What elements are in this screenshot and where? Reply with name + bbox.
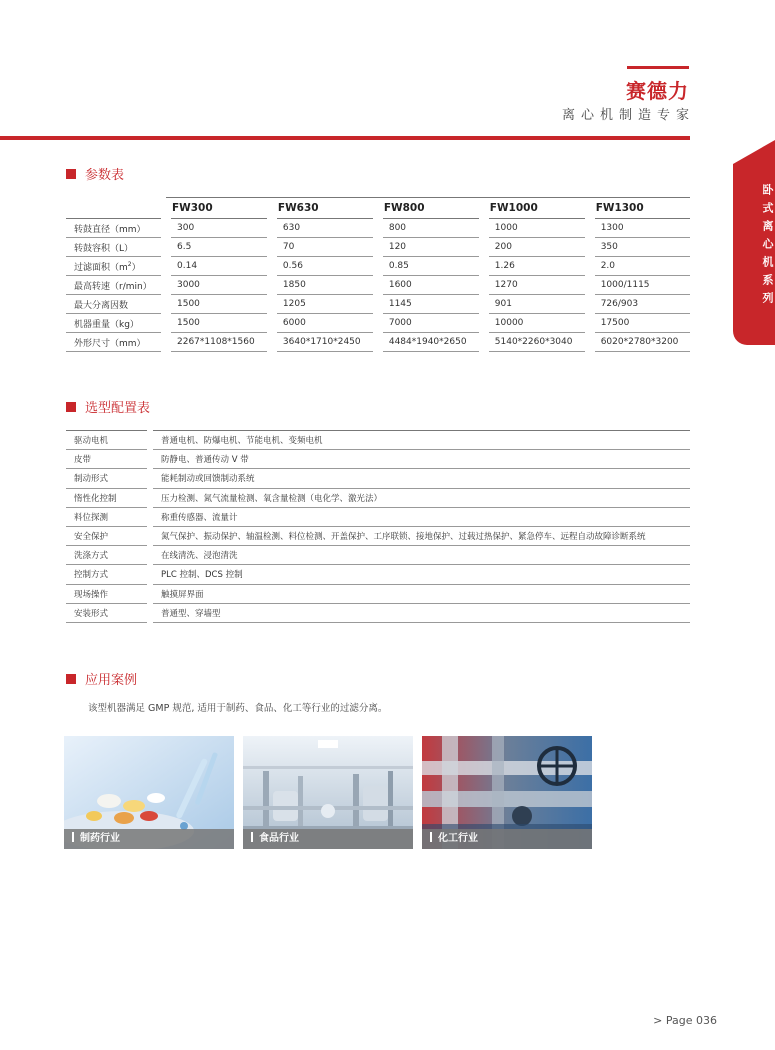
- config-row-label: 安全保护: [66, 526, 150, 545]
- table-row: [66, 546, 690, 565]
- spec-cell: 0.56: [272, 257, 378, 276]
- config-row-value: 在线清洗、浸泡清洗: [150, 546, 690, 565]
- spec-cell: 0.85: [378, 257, 484, 276]
- brand-block: [561, 78, 695, 126]
- spec-row-label: 转鼓直径（mm）: [66, 219, 166, 238]
- table-row: [66, 238, 690, 257]
- spec-cell: 7000: [378, 314, 484, 333]
- spec-cell: 1600: [378, 276, 484, 295]
- label-bar-icon: [430, 832, 432, 842]
- table-row: [66, 469, 690, 488]
- spec-col-fw630: FW630: [272, 198, 378, 219]
- table-row: [66, 526, 690, 545]
- table-row: [66, 314, 690, 333]
- config-row-label: 料位探测: [66, 507, 150, 526]
- page-number: > Page 036: [653, 1014, 717, 1027]
- spec-cell: 2.0: [590, 257, 690, 276]
- case-card-food: [243, 736, 413, 849]
- spec-row-label: 机器重量（kg）: [66, 314, 166, 333]
- config-row-value: 普通电机、防爆电机、节能电机、变频电机: [150, 431, 690, 450]
- spec-header-row: [66, 198, 690, 219]
- spec-cell: 1500: [166, 314, 272, 333]
- spec-cell: 10000: [484, 314, 590, 333]
- spec-cell: 3640*1710*2450: [272, 333, 378, 352]
- config-row-value: 普通型、穿墙型: [150, 603, 690, 622]
- config-row-value: 氮气保护、振动保护、轴温检测、料位检测、开盖保护、工序联锁、接地保护、过载过热保护、紧急停车、远程自动故障诊断系统: [150, 526, 690, 545]
- spec-col-fw1300: FW1300: [590, 198, 690, 219]
- spec-cell: 17500: [590, 314, 690, 333]
- cases-intro-text: 该型机器满足 GMP 规范, 适用于制药、食品、化工等行业的过滤分离。: [88, 703, 388, 714]
- spec-cell: 1145: [378, 295, 484, 314]
- spec-cell: 120: [378, 238, 484, 257]
- spec-cell: 200: [484, 238, 590, 257]
- spec-cell: 630: [272, 219, 378, 238]
- spec-col-fw1000: FW1000: [484, 198, 590, 219]
- spec-cell: 3000: [166, 276, 272, 295]
- spec-cell: 800: [378, 219, 484, 238]
- square-bullet-icon: [66, 674, 76, 684]
- table-row: [66, 584, 690, 603]
- spec-cell: 70: [272, 238, 378, 257]
- spec-cell: 300: [166, 219, 272, 238]
- spec-cell: 1000: [484, 219, 590, 238]
- config-row-label: 皮带: [66, 450, 150, 469]
- case-card-chemical: [422, 736, 592, 849]
- spec-row-label: 最高转速（r/min）: [66, 276, 166, 295]
- series-side-tab-label: 卧式离心机系列: [761, 184, 774, 310]
- spec-cell: 5140*2260*3040: [484, 333, 590, 352]
- config-row-value: 称重传感器、流量计: [150, 507, 690, 526]
- spec-cell: 6000: [272, 314, 378, 333]
- config-row-value: PLC 控制、DCS 控制: [150, 565, 690, 584]
- brand-slogan: 离心机制造专家: [561, 108, 695, 123]
- spec-cell: 6.5: [166, 238, 272, 257]
- config-row-label: 制动形式: [66, 469, 150, 488]
- spec-header-blank: [66, 198, 166, 219]
- table-row: [66, 507, 690, 526]
- spec-cell: 901: [484, 295, 590, 314]
- spec-row-label: 转鼓容积（L）: [66, 238, 166, 257]
- table-row: [66, 488, 690, 507]
- table-row: [66, 431, 690, 450]
- spec-row-label: 外形尺寸（mm）: [66, 333, 166, 352]
- brand-name: 赛德力: [626, 79, 689, 103]
- table-row: [66, 333, 690, 352]
- square-bullet-icon: [66, 402, 76, 412]
- spec-cell: 0.14: [166, 257, 272, 276]
- config-row-label: 控制方式: [66, 565, 150, 584]
- config-row-value: 压力检测、氮气流量检测、氧含量检测（电化学、激光法）: [150, 488, 690, 507]
- header-rule: [0, 136, 690, 140]
- config-row-value: 能耗制动或回馈制动系统: [150, 469, 690, 488]
- spec-cell: 1000/1115: [590, 276, 690, 295]
- spec-col-fw300: FW300: [166, 198, 272, 219]
- spec-cell: 1500: [166, 295, 272, 314]
- spec-cell: 1205: [272, 295, 378, 314]
- table-row: [66, 603, 690, 622]
- config-row-label: 惰性化控制: [66, 488, 150, 507]
- table-row: [66, 276, 690, 295]
- config-row-label: 安装形式: [66, 603, 150, 622]
- cases-section-title: 应用案例: [66, 669, 137, 688]
- spec-row-label: 过滤面积$(m^2)$: [66, 257, 166, 276]
- config-row-value: 防静电、普通传动 V 带: [150, 450, 690, 469]
- spec-cell: 1270: [484, 276, 590, 295]
- label-bar-icon: [72, 832, 74, 842]
- config-row-label: 驱动电机: [66, 431, 150, 450]
- table-row: [66, 257, 690, 276]
- spec-cell: 2267*1108*1560: [166, 333, 272, 352]
- series-side-tab: [733, 140, 775, 345]
- case-card-pharma: [64, 736, 234, 849]
- case-label: 制药行业: [64, 829, 234, 849]
- config-row-label: 洗涤方式: [66, 546, 150, 565]
- spec-cell: 1300: [590, 219, 690, 238]
- spec-cell: 350: [590, 238, 690, 257]
- table-row: [66, 450, 690, 469]
- config-table: [66, 430, 690, 623]
- label-bar-icon: [251, 832, 253, 842]
- config-row-value: 触摸屏界面: [150, 584, 690, 603]
- spec-row-label: 最大分离因数: [66, 295, 166, 314]
- config-section-title: 选型配置表: [66, 397, 150, 416]
- spec-cell: 4484*1940*2650: [378, 333, 484, 352]
- square-bullet-icon: [66, 169, 76, 179]
- spec-cell: 1850: [272, 276, 378, 295]
- side-tab-corner: [733, 140, 775, 164]
- spec-section-title: 参数表: [66, 164, 124, 183]
- spec-table: [66, 197, 690, 352]
- table-row: [66, 565, 690, 584]
- config-row-label: 现场操作: [66, 584, 150, 603]
- spec-cell: 6020*2780*3200: [590, 333, 690, 352]
- case-label: 化工行业: [422, 829, 592, 849]
- spec-cell: 726/903: [590, 295, 690, 314]
- table-row: [66, 295, 690, 314]
- spec-cell: 1.26: [484, 257, 590, 276]
- case-label: 食品行业: [243, 829, 413, 849]
- brand-accent-bar: [627, 66, 689, 69]
- table-row: [66, 219, 690, 238]
- spec-col-fw800: FW800: [378, 198, 484, 219]
